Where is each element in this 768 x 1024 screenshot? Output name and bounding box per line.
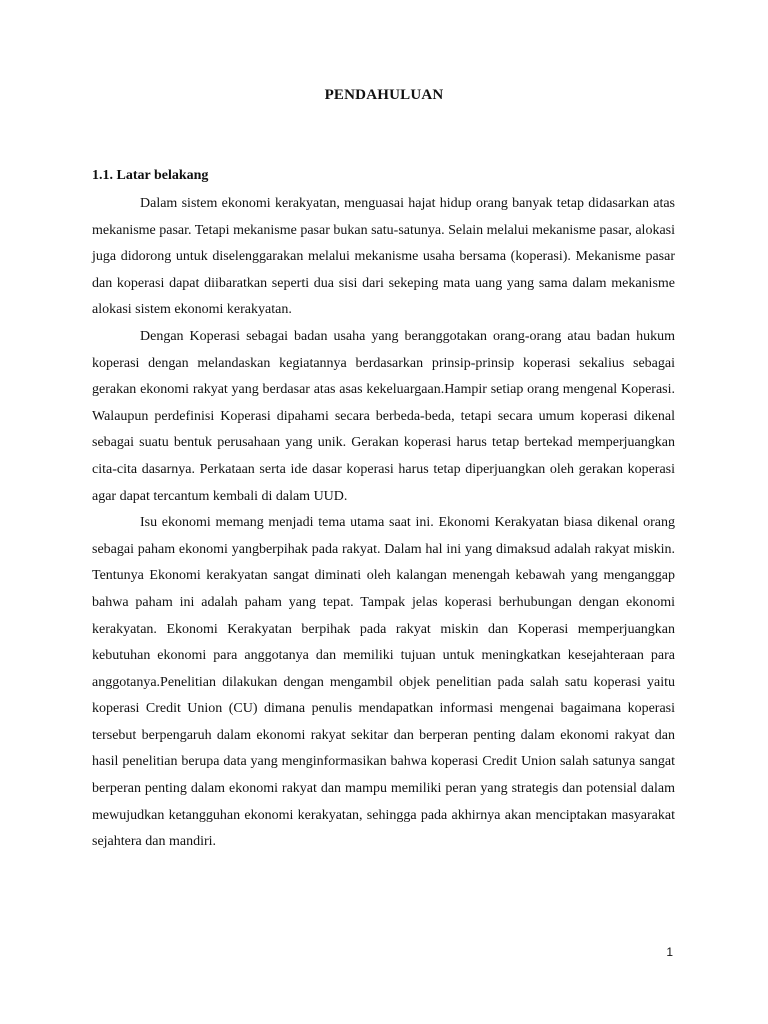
paragraph-2: Dengan Koperasi sebagai badan usaha yang beranggotakan orang-orang atau badan hukum koperasi dengan melandaskan kegiatannya berdasarkan prinsip-prinsip koperasi sekalius sebagai gerakan ekonomi rakyat yang berdasar atas asas kekeluargaan.Hampir setiap orang mengenal Koperasi. Walaupun perdefinisi Koperasi dipahami secara berbeda-beda, tetapi secara umum koperasi dikenal sebagai suatu bentuk perusahaan yang unik. Gerakan koperasi harus tetap bertekad memperjuangkan cita-cita dasarnya. Perkataan serta ide dasar koperasi harus tetap diperjuangkan oleh gerakan koperasi agar dapat tercantum kembali di dalam UUD. [92,328,675,504]
page-title: PENDAHULUAN [324,87,444,103]
section-heading: 1.1. Latar belakang [92,168,209,183]
page-number: 1 [666,945,673,959]
paragraph-1: Dalam sistem ekonomi kerakyatan, menguasai hajat hidup orang banyak tetap didasarkan atas mekanisme pasar. Tetapi mekanisme pasar bukan satu-satunya. Selain melalui mekanisme pasar, alokasi juga didorong untuk diselenggarakan melalui mekanisme usaha bersama (koperasi). Mekanisme pasar dan koperasi dapat diibaratkan seperti dua sisi dari sekeping mata uang yang sama dalam mekanisme alokasi sistem ekonomi kerakyatan. [92,196,675,318]
paragraph-3: Isu ekonomi memang menjadi tema utama saat ini. Ekonomi Kerakyatan biasa dikenal orang sebagai paham ekonomi yangberpihak pada rakyat. Dalam hal ini yang dimaksud adalah rakyat miskin. Tentunya Ekonomi kerakyatan sangat diminati oleh kalangan menengah kebawah yang menganggap bahwa paham ini adalah paham yang tepat. Tampak jelas koperasi berhubungan dengan ekonomi kerakyatan. Ekonomi Kerakyatan berpihak pada rakyat miskin dan Koperasi memperjuangkan kebutuhan ekonomi para anggotanya dan memiliki tujuan untuk meningkatkan kesejahteraan para anggotanya.Penelitian dilakukan dengan mengambil objek penelitian pada salah satu koperasi yaitu koperasi Credit Union (CU) dimana penulis mendapatkan informasi mengenai bagaimana koperasi tersebut berpengaruh dalam ekonomi rakyat sekitar dan berperan penting dalam ekonomi rakyat dan hasil penelitian berupa data yang menginformasikan bahwa koperasi Credit Union salah satunya sangat berperan penting dalam ekonomi rakyat dan mampu memiliki peran yang strategis dan potensial dalam mewujudkan ketangguhan ekonomi kerakyatan, sehingga pada akhirnya akan menciptakan masyarakat sejahtera dan mandiri. [92,515,675,850]
body-text [92,191,675,856]
